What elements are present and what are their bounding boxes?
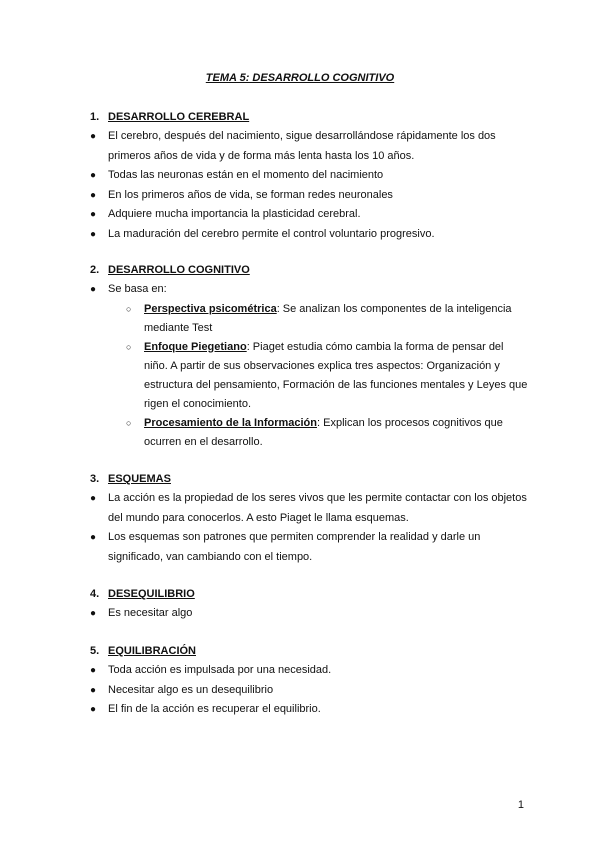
list-item-text: Los esquemas son patrones que permiten comprender la realidad y darle un significado, van cambiando con el tiempo. [108, 531, 481, 563]
bullet-icon: ● [90, 131, 97, 142]
list-item-text: El cerebro, después del nacimiento, sigue desarrollándose rápidamente los dos primeros años de vida y de forma más lenta hasta los 10 años. [108, 130, 496, 162]
list-item [90, 681, 530, 701]
list-item-text: Es necesitar algo [108, 607, 193, 619]
list-item-text: La maduración del cerebro permite el control voluntario progresivo. [108, 227, 435, 240]
section-equilibracion [90, 642, 530, 720]
list-item [90, 225, 530, 245]
term: Enfoque Piegetiano [144, 340, 247, 353]
sub-list-item [126, 338, 530, 414]
section-title: ESQUEMAS [108, 473, 171, 485]
list-item-text: Adquiere mucha importancia la plasticidad cerebral. [108, 208, 361, 220]
bullet-icon: ● [90, 665, 97, 676]
section-heading [90, 642, 530, 661]
sub-list-item [126, 300, 530, 338]
section-number: 1. [90, 111, 100, 123]
sub-list-item-text [144, 414, 530, 452]
term-description: : Explican los procesos cognitivos que ocurren en el desarrollo. [144, 416, 503, 448]
term-description: : Piaget estudia cómo cambia la forma de pensar del niño. A partir de sus observaciones explica tres aspectos: Organización y estructura del pensamiento, Formación de las funciones mentales y Leyes que rigen el conocimiento. [144, 340, 528, 410]
section-number: 2. [90, 264, 100, 276]
list-item-text: El fin de la acción es recuperar el equilibrio. [108, 703, 321, 715]
bullet-icon: ● [90, 684, 97, 696]
sub-list-item-text [144, 300, 530, 338]
page-number: 1 [517, 799, 524, 811]
bullet-icon: ● [90, 209, 97, 220]
term: Procesamiento de la Información [144, 416, 317, 429]
section-desarrollo-cognitivo [90, 261, 530, 452]
bullet-icon: ● [90, 704, 97, 715]
bullet-icon: ● [90, 170, 97, 181]
list-item-text: En los primeros años de vida, se forman redes neuronales [108, 188, 393, 201]
section-title: EQUILIBRACIÓN [108, 645, 196, 657]
circle-bullet-icon: ○ [126, 417, 132, 428]
bullet-icon: ● [90, 608, 97, 619]
bullet-icon: ● [90, 189, 97, 201]
list-item [90, 205, 530, 225]
list-item-text: La acción es la propiedad de los seres vivos que les permite contactar con los objetos del mundo para conocerlos. A esto Piaget le llama esquemas. [108, 492, 527, 524]
list-item-text: Se basa en: [108, 283, 167, 295]
section-desequilibrio [90, 585, 530, 624]
list-item [90, 604, 530, 624]
list-item [90, 280, 530, 300]
bullet-icon: ● [90, 228, 97, 240]
sub-list-item [126, 414, 530, 452]
list-item-text: Toda acción es impulsada por una necesidad. [108, 664, 332, 676]
section-heading [90, 108, 530, 127]
list-item [90, 700, 530, 720]
term: Perspectiva psicométrica [144, 302, 277, 315]
section-number: 4. [90, 588, 100, 600]
list-item-text: Necesitar algo es un desequilibrio [108, 683, 274, 696]
section-number: 5. [90, 645, 100, 657]
list-item [90, 186, 530, 206]
section-esquemas [90, 470, 530, 567]
section-desarrollo-cerebral [90, 108, 530, 244]
section-title: DESARROLLO COGNITIVO [108, 264, 250, 276]
term-description: : Se analizan los componentes de la inteligencia mediante Test [144, 302, 512, 334]
page-title: TEMA 5: DESARROLLO COGNITIVO [205, 72, 395, 84]
circle-bullet-icon: ○ [126, 303, 132, 314]
bullet-icon: ● [90, 284, 97, 295]
circle-bullet-icon: ○ [126, 341, 132, 352]
list-item [90, 661, 530, 681]
section-heading [90, 470, 530, 489]
section-title: DESARROLLO CEREBRAL [108, 111, 250, 123]
section-heading [90, 261, 530, 280]
list-item [90, 127, 530, 166]
section-title: DESEQUILIBRIO [108, 588, 195, 600]
list-item-text: Todas las neuronas están en el momento del nacimiento [108, 169, 384, 181]
section-number: 3. [90, 473, 100, 485]
list-item [90, 166, 530, 186]
bullet-icon: ● [90, 493, 97, 504]
section-heading [90, 585, 530, 604]
list-item [90, 489, 530, 528]
sub-list-item-text [144, 338, 530, 414]
bullet-icon: ● [90, 532, 97, 543]
list-item [90, 528, 530, 567]
